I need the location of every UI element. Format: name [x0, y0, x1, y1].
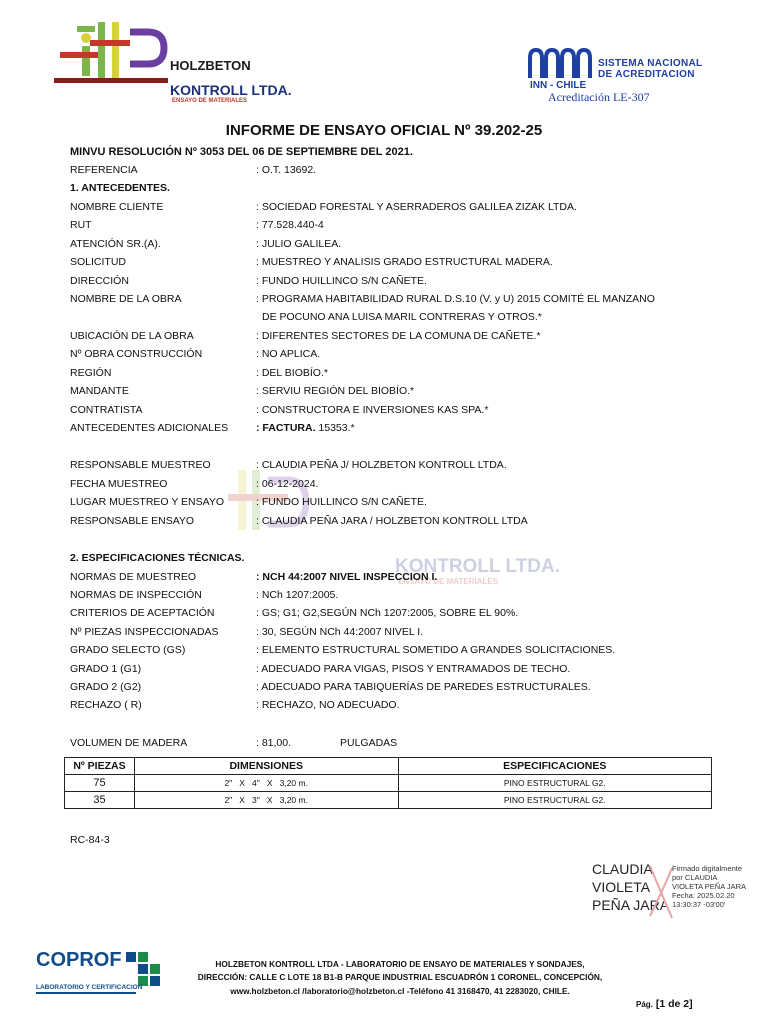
table-header-piezas: Nº PIEZAS [65, 758, 135, 775]
field-label: VOLUMEN DE MADERA [70, 737, 188, 749]
field-value: : SERVIU REGIÓN DEL BIOBÍO.* [256, 385, 415, 397]
field-value: : NO APLICA. [256, 348, 321, 360]
field-value: : PROGRAMA HABITABILIDAD RURAL D.S.10 (V. y U) 2015 COMITÉ EL MANZANO [256, 293, 655, 305]
field-label: FECHA MUESTREO [70, 478, 168, 490]
field-label: SOLICITUD [70, 256, 127, 268]
field-value: : CLAUDIA PEÑA JARA / HOLZBETON KONTROLL LTDA [256, 515, 528, 527]
field-label: RESPONSABLE ENSAYO [70, 515, 195, 527]
signature-name-line3: PEÑA JARA [592, 897, 670, 913]
field-label: ATENCIÓN SR.(A). [70, 238, 161, 250]
field-value: : ADECUADO PARA VIGAS, PISOS Y ENTRAMADOS DE TECHO. [256, 663, 571, 675]
footer-line3: www.holzbeton.cl /laboratorio@holzbeton.cl -Teléfono 41 3168470, 41 2283020, CHILE. [230, 986, 570, 996]
signature-detail-4: Fecha: 2025.02.20 [672, 891, 735, 900]
field-label: NOMBRE CLIENTE [70, 201, 164, 213]
field-value: : ADECUADO PARA TABIQUERÍAS DE PAREDES ESTRUCTURALES. [256, 681, 591, 693]
field-label: ANTECEDENTES ADICIONALES [70, 422, 229, 434]
report-subtitle: MINVU RESOLUCIÓN Nº 3053 DEL 06 DE SEPTIEMBRE DEL 2021. [70, 146, 413, 158]
field-label: CRITERIOS DE ACEPTACIÓN [70, 607, 215, 619]
field-label: RUT [70, 219, 92, 231]
field-label: NORMAS DE MUESTREO [70, 571, 197, 583]
field-label: REFERENCIA [70, 164, 138, 176]
field-label: Nº PIEZAS INSPECCIONADAS [70, 626, 219, 638]
field-value: : 81,00. [256, 737, 292, 749]
field-label: MANDANTE [70, 385, 129, 397]
field-label: GRADO 1 (G1) [70, 663, 142, 675]
field-label: RESPONSABLE MUESTREO [70, 459, 211, 471]
cell-especificaciones: PINO ESTRUCTURAL G2. [398, 792, 712, 809]
accreditor-country: INN - CHILE [530, 80, 587, 91]
field-value: : JULIO GALILEA. [256, 238, 342, 250]
accreditor-name-line2: DE ACREDITACION [598, 69, 695, 80]
signature-name-line2: VIOLETA [592, 879, 651, 895]
field-value: : DEL BIOBÍO.* [256, 367, 328, 379]
signature-detail-3: VIOLETA PEÑA JARA [672, 882, 747, 891]
field-value: : CONSTRUCTORA E INVERSIONES KAS SPA.* [256, 404, 489, 416]
field-value: : 06-12-2024. [256, 478, 319, 490]
company-name-line2: KONTROLL LTDA. [170, 82, 292, 98]
field-label: REGIÓN [70, 367, 112, 379]
field-value: : 30, SEGÚN NCh 44:2007 NIVEL I. [256, 626, 424, 638]
report-title: INFORME DE ENSAYO OFICIAL Nº 39.202-25 [225, 122, 543, 139]
field-value: : O.T. 13692. [256, 164, 317, 176]
field-label: CONTRATISTA [70, 404, 143, 416]
field-label: NORMAS DE INSPECCIÓN [70, 589, 202, 601]
cell-dimensiones: 2" X 3" X 3,20 m. [134, 792, 398, 809]
field-value-bold: : FACTURA. [256, 422, 316, 434]
field-value: : 77.528.440-4 [256, 219, 324, 231]
field-value: : DIFERENTES SECTORES DE LA COMUNA DE CAÑETE.* [256, 330, 541, 342]
cell-piezas: 75 [65, 775, 135, 792]
field-value: : CLAUDIA PEÑA J/ HOLZBETON KONTROLL LTDA. [256, 459, 507, 471]
footer-line2: DIRECCIÓN: CALLE C LOTE 18 B1-B PARQUE INDUSTRIAL ESCUADRÓN 1 CORONEL, CONCEPCIÓN, [197, 972, 603, 982]
pieces-table [64, 757, 712, 809]
field-label: Nº OBRA CONSTRUCCIÓN [70, 348, 203, 360]
cell-piezas: 35 [65, 792, 135, 809]
signature-detail-5: 13:30:37 -03'00' [672, 900, 726, 909]
field-value: : SOCIEDAD FORESTAL Y ASERRADEROS GALILEA ZIZAK LTDA. [256, 201, 577, 213]
field-value-continuation: DE POCUNO ANA LUISA MARIL CONTRERAS Y OTROS.* [262, 311, 542, 323]
watermark-text: KONTROLL LTDA. [395, 556, 560, 577]
field-label: UBICACIÓN DE LA OBRA [70, 330, 194, 342]
section-antecedentes: 1. ANTECEDENTES. [70, 182, 170, 194]
inn-logo [528, 48, 592, 82]
field-value: : FUNDO HUILLINCO S/N CAÑETE. [256, 275, 427, 287]
coprof-subtitle: LABORATORIO Y CERTIFICACION [36, 984, 143, 991]
field-value: : NCh 1207:2005. [256, 589, 339, 601]
signature-detail-1: Firmado digitalmente [672, 864, 743, 873]
table-header-row [65, 758, 712, 775]
table-row [65, 775, 712, 792]
footer-line1: HOLZBETON KONTROLL LTDA - LABORATORIO DE ENSAYO DE MATERIALES Y SONDAJES, [215, 959, 585, 969]
field-value: : RECHAZO, NO ADECUADO. [256, 699, 400, 711]
field-label: DIRECCIÓN [70, 275, 129, 287]
field-value [256, 422, 355, 434]
accreditation-number: Acreditación LE-307 [548, 90, 650, 104]
field-label: GRADO 2 (G2) [70, 681, 142, 693]
accreditor-name-line1: SISTEMA NACIONAL [598, 58, 703, 69]
document-code: RC-84-3 [70, 834, 110, 846]
page-number [636, 998, 693, 1010]
field-value: : MUESTREO Y ANALISIS GRADO ESTRUCTURAL MADERA. [256, 256, 553, 268]
table-header-dimensiones: DIMENSIONES [134, 758, 398, 775]
field-unit: PULGADAS [340, 737, 398, 749]
cell-dimensiones: 2" X 4" X 3,20 m. [134, 775, 398, 792]
field-value-rest: 15353.* [315, 422, 355, 434]
company-name-line1: HOLZBETON [170, 58, 251, 73]
field-label: LUGAR MUESTREO Y ENSAYO [70, 496, 225, 508]
field-label: GRADO SELECTO (GS) [70, 644, 186, 656]
watermark-subtext: ENSAYO DE MATERIALES [398, 577, 499, 586]
field-label: RECHAZO ( R) [70, 699, 142, 711]
section-especificaciones: 2. ESPECIFICACIONES TÉCNICAS. [70, 552, 245, 564]
page-prefix: Pág. [636, 1000, 653, 1009]
field-value: : FUNDO HUILLINCO S/N CAÑETE. [256, 496, 427, 508]
field-value: : NCH 44:2007 NIVEL INSPECCION I. [256, 571, 438, 583]
signature-detail-2: por CLAUDIA [672, 873, 718, 882]
company-tagline: ENSAYO DE MATERIALES [172, 98, 248, 104]
field-label: NOMBRE DE LA OBRA [70, 293, 182, 305]
coprof-name: COPROF [36, 949, 122, 971]
field-value: : ELEMENTO ESTRUCTURAL SOMETIDO A GRANDES SOLICITACIONES. [256, 644, 616, 656]
table-header-especificaciones: ESPECIFICACIONES [398, 758, 712, 775]
table-row [65, 792, 712, 809]
signature-name-line1: CLAUDIA [592, 861, 653, 877]
field-value: : GS; G1; G2,SEGÚN NCh 1207:2005, SOBRE EL 90%. [256, 607, 519, 619]
cell-especificaciones: PINO ESTRUCTURAL G2. [398, 775, 712, 792]
page-text: [1 de 2] [655, 998, 693, 1010]
